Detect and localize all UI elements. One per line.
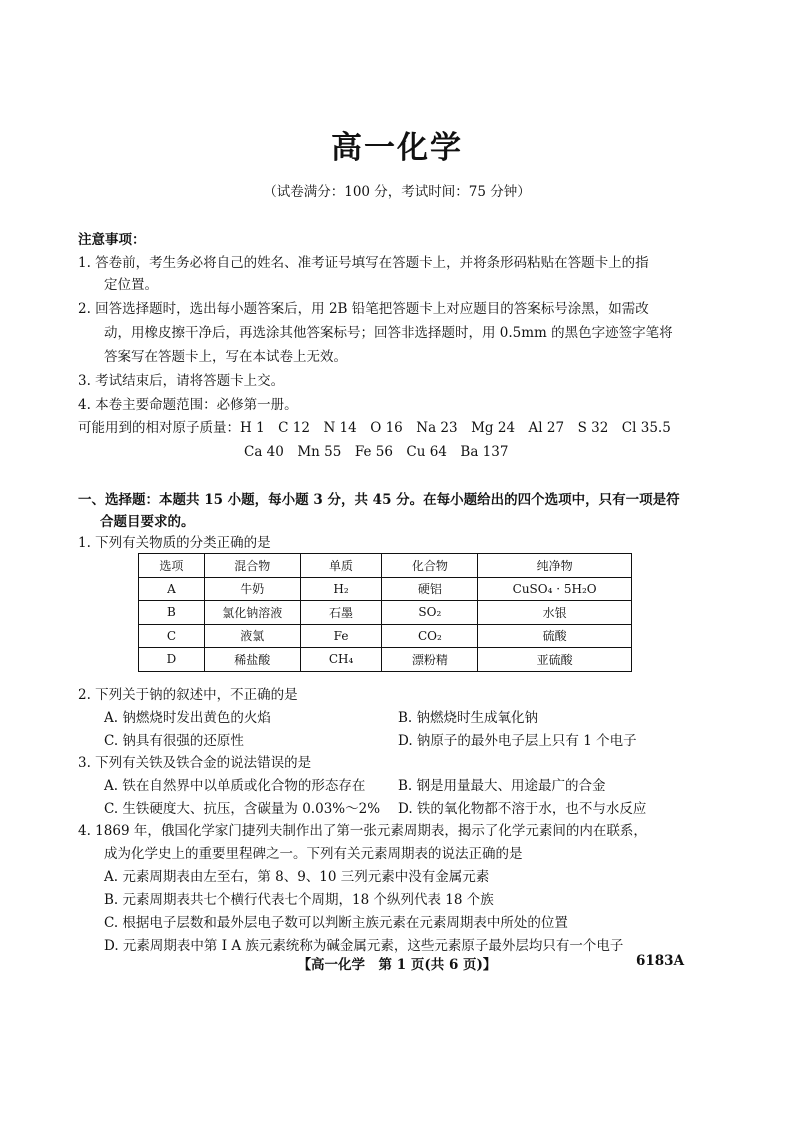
notice-line-2: 2. 回答选择题时，选出每小题答案后，用 2B 铅笔把答题卡上对应题目的答案标号涂黑，如需改 <box>78 301 649 317</box>
table-cell: 牛奶 <box>204 577 300 601</box>
table-cell: H₂ <box>300 577 382 601</box>
table-cell: 石墨 <box>300 601 382 625</box>
table-cell: 漂粉精 <box>382 648 478 672</box>
table-header-cell: 化合物 <box>382 554 478 578</box>
table-cell: SO₂ <box>382 601 478 625</box>
table-cell: 硬铝 <box>382 577 478 601</box>
table-cell: CH₄ <box>300 648 382 672</box>
table-cell: 氯化钠溶液 <box>204 601 300 625</box>
question-2-option-d: D. 钠原子的最外电子层上只有 1 个电子 <box>398 733 637 749</box>
notice-heading: 注意事项： <box>78 232 146 248</box>
question-4-option-a: A. 元素周期表由左至右，第 8、9、10 三列元素中没有金属元素 <box>104 869 490 885</box>
section-1-heading-cont: 合题目要求的。 <box>100 514 195 530</box>
table-row <box>139 577 632 601</box>
table-header-cell: 纯净物 <box>478 554 632 578</box>
question-4-option-d: D. 元素周期表中第 Ⅰ A 族元素统称为碱金属元素，这些元素原子最外层均只有一个电子 <box>104 938 624 954</box>
notice-line-1b: 定位置。 <box>104 277 158 293</box>
table-cell: D <box>139 648 205 672</box>
question-1-stem: 1. 下列有关物质的分类正确的是 <box>78 535 271 551</box>
question-4-stem: 4. 1869 年，俄国化学家门捷列夫制作出了第一张元素周期表，揭示了化学元素间的内在联系， <box>78 823 647 839</box>
table-header-row <box>139 554 632 578</box>
question-4-option-c: C. 根据电子层数和最外层电子数可以判断主族元素在元素周期表中所处的位置 <box>104 915 568 931</box>
table-cell: B <box>139 601 205 625</box>
table-cell: 水银 <box>478 601 632 625</box>
table-header-cell: 混合物 <box>204 554 300 578</box>
classification-table <box>138 553 632 672</box>
question-3-option-c: C. 生铁硬度大、抗压，含碳量为 0.03%～2% <box>104 801 381 817</box>
table-row <box>139 648 632 672</box>
table-cell: C <box>139 624 205 648</box>
table-cell: 液氯 <box>204 624 300 648</box>
table-cell: Fe <box>300 624 382 648</box>
table-header-cell: 选项 <box>139 554 205 578</box>
page-footer: 【高一化学 第 1 页(共 6 页)】 <box>297 957 497 973</box>
notice-line-1: 1. 答卷前，考生务必将自己的姓名、准考证号填写在答题卡上，并将条形码粘贴在答题卡上的指 <box>78 255 649 271</box>
table-cell: 稀盐酸 <box>204 648 300 672</box>
question-2-option-c: C. 钠具有很强的还原性 <box>104 733 244 749</box>
table-cell: CuSO₄ · 5H₂O <box>478 577 632 601</box>
question-2-option-b: B. 钠燃烧时生成氧化钠 <box>398 710 539 726</box>
question-3-option-d: D. 铁的氧化物都不溶于水，也不与水反应 <box>398 801 647 817</box>
notice-line-2b: 动，用橡皮擦干净后，再选涂其他答案标号；回答非选择题时，用 0.5mm 的黑色字迹签字笔将 <box>104 325 673 341</box>
notice-line-4: 4. 本卷主要命题范围：必修第一册。 <box>78 397 298 413</box>
table-header-cell: 单质 <box>300 554 382 578</box>
notice-line-3: 3. 考试结束后，请将答题卡上交。 <box>78 373 285 389</box>
notice-line-2c: 答案写在答题卡上，写在本试卷上无效。 <box>104 349 347 365</box>
question-2-option-a: A. 钠燃烧时发出黄色的火焰 <box>104 710 271 726</box>
question-2-stem: 2. 下列关于钠的叙述中，不正确的是 <box>78 687 298 703</box>
table-cell: 亚硫酸 <box>478 648 632 672</box>
question-4-option-b: B. 元素周期表共七个横行代表七个周期，18 个纵列代表 18 个族 <box>104 892 494 908</box>
question-3-stem: 3. 下列有关铁及铁合金的说法错误的是 <box>78 755 312 771</box>
paper-code: 6183A <box>636 953 685 969</box>
table-row <box>139 624 632 648</box>
table-cell: CO₂ <box>382 624 478 648</box>
question-4-stem-cont: 成为化学史上的重要里程碑之一。下列有关元素周期表的说法正确的是 <box>104 846 523 862</box>
table-row <box>139 601 632 625</box>
exam-title: 高一化学 <box>331 130 463 166</box>
atomic-masses-line-1: 可能用到的相对原子质量：H 1 C 12 N 14 O 16 Na 23 Mg 24 Al 27 S 32 Cl 35.5 <box>78 420 671 436</box>
table-cell: 硫酸 <box>478 624 632 648</box>
section-1-heading: 一、选择题：本题共 15 小题，每小题 3 分，共 45 分。在每小题给出的四个选项中，只有一项是符 <box>78 492 680 508</box>
atomic-masses-line-2: Ca 40 Mn 55 Fe 56 Cu 64 Ba 137 <box>244 444 509 460</box>
table-cell: A <box>139 577 205 601</box>
question-3-option-a: A. 铁在自然界中以单质或化合物的形态存在 <box>104 778 366 794</box>
exam-subtitle: （试卷满分：100 分，考试时间：75 分钟） <box>263 184 531 200</box>
question-3-option-b: B. 钢是用量最大、用途最广的合金 <box>398 778 606 794</box>
